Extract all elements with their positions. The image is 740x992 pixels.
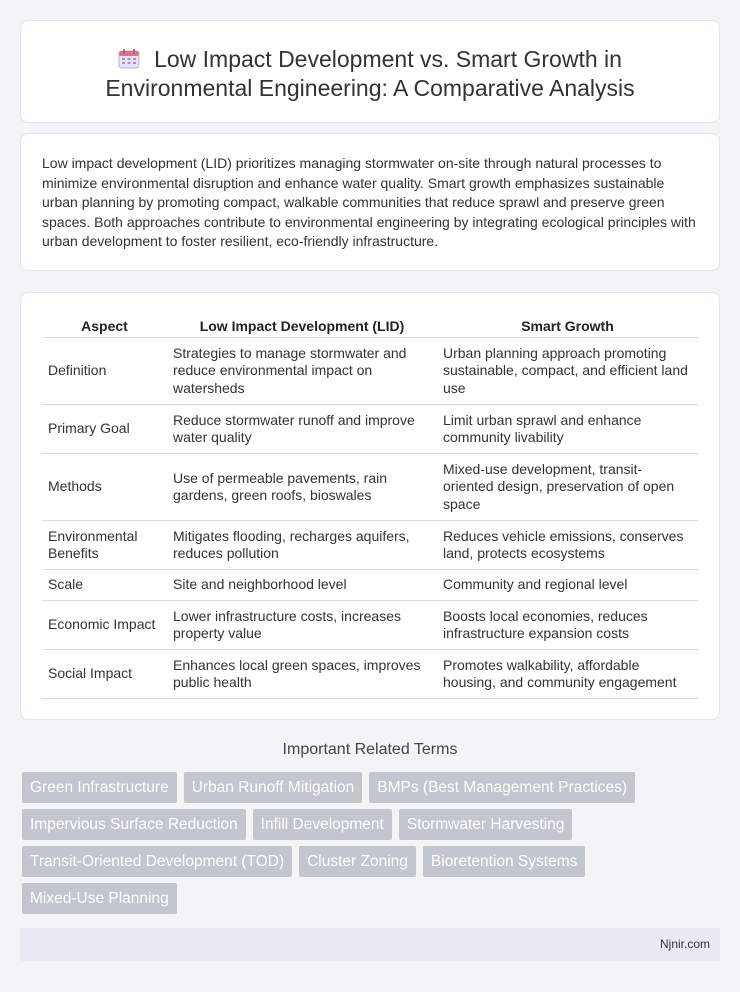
related-term-tag[interactable]: Cluster Zoning [299, 846, 416, 877]
column-header-smart-growth: Smart Growth [437, 315, 698, 338]
table-row [42, 650, 698, 699]
related-term-tag[interactable]: Green Infrastructure [22, 772, 177, 803]
footer [20, 928, 720, 961]
calendar-icon [118, 47, 140, 67]
table-row [42, 454, 698, 521]
related-term-tag[interactable]: Impervious Surface Reduction [22, 809, 246, 840]
intro-card [20, 133, 720, 271]
lid-cell: Use of permeable pavements, rain gardens, green roofs, bioswales [167, 454, 437, 521]
smart-growth-cell: Limit urban sprawl and enhance community livability [437, 405, 698, 454]
comparison-card [20, 292, 720, 720]
table-row [42, 338, 698, 405]
related-term-tag[interactable]: Bioretention Systems [423, 846, 585, 877]
related-term-tag[interactable]: Mixed-Use Planning [22, 883, 177, 914]
lid-cell: Enhances local green spaces, improves public health [167, 650, 437, 699]
smart-growth-cell: Promotes walkability, affordable housing, and community engagement [437, 650, 698, 699]
aspect-cell: Primary Goal [42, 405, 167, 454]
lid-cell: Lower infrastructure costs, increases property value [167, 601, 437, 650]
smart-growth-cell: Mixed-use development, transit-oriented design, preservation of open space [437, 454, 698, 521]
smart-growth-cell: Reduces vehicle emissions, conserves land, protects ecosystems [437, 521, 698, 570]
aspect-cell: Environmental Benefits [42, 521, 167, 570]
lid-cell: Site and neighborhood level [167, 570, 437, 601]
table-header-row [42, 315, 698, 338]
aspect-cell: Methods [42, 454, 167, 521]
table-row [42, 570, 698, 601]
site-name[interactable]: Njnir.com [659, 937, 710, 951]
table-row [42, 521, 698, 570]
smart-growth-cell: Community and regional level [437, 570, 698, 601]
column-header-lid: Low Impact Development (LID) [167, 315, 437, 338]
aspect-cell: Definition [42, 338, 167, 405]
table-row [42, 405, 698, 454]
lid-cell: Mitigates flooding, recharges aquifers, reduces pollution [167, 521, 437, 570]
aspect-cell: Social Impact [42, 650, 167, 699]
title-card [20, 20, 720, 123]
column-header-aspect: Aspect [42, 315, 167, 338]
related-terms-list [22, 772, 702, 914]
page-title [21, 45, 719, 103]
related-term-tag[interactable]: BMPs (Best Management Practices) [369, 772, 635, 803]
page-title-text: Low Impact Development vs. Smart Growth in Environmental Engineering: A Comparative Analysis [105, 46, 635, 101]
related-term-tag[interactable]: Infill Development [253, 809, 392, 840]
smart-growth-cell: Boosts local economies, reduces infrastructure expansion costs [437, 601, 698, 650]
smart-growth-cell: Urban planning approach promoting sustainable, compact, and efficient land use [437, 338, 698, 405]
related-term-tag[interactable]: Transit-Oriented Development (TOD) [22, 846, 292, 877]
lid-cell: Strategies to manage stormwater and reduce environmental impact on watersheds [167, 338, 437, 405]
related-term-tag[interactable]: Urban Runoff Mitigation [184, 772, 363, 803]
lid-cell: Reduce stormwater runoff and improve water quality [167, 405, 437, 454]
related-term-tag[interactable]: Stormwater Harvesting [399, 809, 573, 840]
table-row [42, 601, 698, 650]
aspect-cell: Scale [42, 570, 167, 601]
aspect-cell: Economic Impact [42, 601, 167, 650]
comparison-table [42, 315, 698, 699]
intro-paragraph: Low impact development (LID) prioritizes managing stormwater on-site through natural processes to minimize environmental disruption and enhance water quality. Smart growth emphasizes sustainable urban planning by promoting compact, walkable communities that reduce sprawl and preserve green spaces. Both approaches contribute to environmental engineering by integrating ecological principles with urban development to foster resilient, eco-friendly infrastructure. [42, 155, 696, 250]
related-terms-heading: Important Related Terms [282, 741, 458, 758]
